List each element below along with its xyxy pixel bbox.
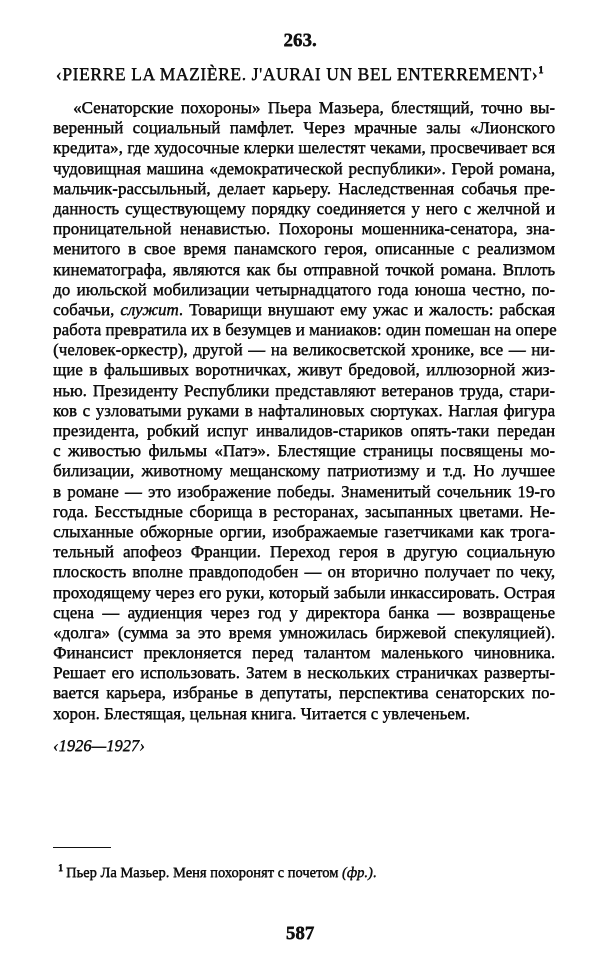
text-line: билизации, животному мещанскому патриотизму и т.д. Но лучшее bbox=[53, 461, 555, 481]
text-line: тельный апофеоз Франции. Переход героя в другую социальную bbox=[53, 542, 555, 562]
text-line: мальчик-рассыльный, делает карьеру. Наследственная собачья пре- bbox=[53, 178, 555, 198]
footnote-reference: 1 bbox=[538, 64, 545, 76]
text-line: вается карьера, избранье в депутаты, перспектива сенаторских по- bbox=[53, 683, 555, 703]
text-segment-em: служит bbox=[120, 299, 179, 319]
text-line: менитого в свое время панамского героя, описанные с реализмом bbox=[53, 239, 555, 259]
footnote-end: . bbox=[372, 865, 377, 881]
text-line: работа превратила их в безумцев и маниаков: один помешан на опере bbox=[53, 320, 557, 340]
text-line: «Сенаторские похороны» Пьера Мазьера, блестящий, точно вы- bbox=[73, 98, 555, 117]
text-line: ков с узловатыми руками в нафталиновых сюртуках. Наглая фигура bbox=[53, 400, 555, 420]
text-line: в романе — это изображение победы. Знаменитый сочельник 19-го bbox=[53, 481, 555, 501]
footnote-divider bbox=[53, 847, 111, 848]
date-range: ‹1926—1927› bbox=[53, 736, 145, 755]
text-line: данность существующему порядку соединяется у него с желчной и bbox=[53, 198, 555, 218]
text-line: до июльской мобилизации четырнадцатого года юноша честно, по- bbox=[53, 279, 555, 299]
text-line: года. Бесстыдные сборища в ресторанах, засыпанных цветами. Не- bbox=[53, 501, 555, 521]
text-line: плоскость вполне правдоподобен — он вторично получает по чеку, bbox=[53, 562, 555, 582]
text-line: сцена — аудиенция через год у директора банка — возвращенье bbox=[53, 602, 555, 622]
text-segment-post: . Товарищи внушают ему ужас и жалость: рабская bbox=[178, 299, 555, 319]
page-number: 587 bbox=[285, 923, 315, 944]
text-line: кинематографа, являются как бы отправной точкой романа. Вплоть bbox=[53, 259, 555, 279]
article-title bbox=[40, 64, 560, 85]
article-body bbox=[53, 98, 555, 724]
text-line: кредита», где худосочные клерки шелестят чеками, просвечивает вся bbox=[53, 138, 555, 158]
text-line: президента, робкий испуг инвалидов-стариков опять-таки передан bbox=[53, 421, 555, 440]
footnote-italic: (фр.) bbox=[341, 865, 373, 881]
title-text: ‹PIERRE LA MAZIÈRE. J'AURAI UN BEL ENTERREMENT› bbox=[55, 64, 539, 84]
text-line: «долга» (сумма за это время умножилась биржевой спекуляцией). bbox=[53, 622, 555, 642]
text-line: хорон. Блестящая, цельная книга. Читается с увлеченьем. bbox=[53, 703, 470, 723]
item-number: 263. bbox=[283, 30, 317, 51]
text-segment-pre: собачьи, bbox=[53, 299, 121, 319]
footnote-mark: 1 bbox=[58, 863, 63, 874]
text-line: слыханные обжорные оргии, изображаемые газетчиками как трога- bbox=[53, 521, 555, 541]
text-line: Финансист преклоняется перед талантом маленького чиновника. bbox=[53, 643, 555, 663]
text-line: веренный социальный памфлет. Через мрачные залы «Лионского bbox=[53, 118, 555, 138]
text-line: Решает его использовать. Затем в нескольких страничках разверты- bbox=[53, 663, 555, 683]
text-line: чудовищная машина «демократической республики». Герой романа, bbox=[53, 158, 555, 178]
text-line: проходящему через его руки, который забыли инкассировать. Острая bbox=[53, 582, 555, 602]
text-line bbox=[53, 300, 555, 320]
text-line: проницательной ненавистью. Похороны мошенника-сенатора, зна- bbox=[53, 219, 555, 239]
text-line: нью. Президенту Республики представляют ветеранов труда, стари- bbox=[53, 380, 555, 400]
text-line: щие в фальшивых воротничках, живут бредовой, иллюзорной жиз- bbox=[53, 360, 555, 380]
footnote bbox=[58, 860, 376, 882]
text-line: (человек-оркестр), другой — на великосветской хронике, все — ни- bbox=[53, 340, 555, 360]
text-line: с живостью фильмы «Патэ». Блестящие страницы посвящены мо- bbox=[53, 441, 555, 461]
footnote-text: Пьер Ла Мазьер. Меня похоронят с почетом bbox=[66, 865, 342, 881]
